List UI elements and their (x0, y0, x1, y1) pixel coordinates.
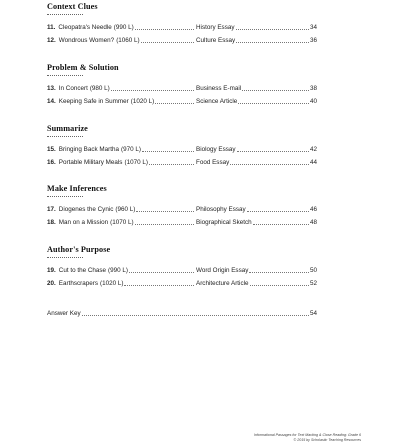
entry-number: 20. (47, 280, 56, 287)
section-authors-purpose (47, 245, 317, 290)
dot-leader (135, 216, 194, 225)
entry-lexile: (1070 L) (124, 159, 148, 166)
entry-genre: Biographical Sketch (196, 219, 252, 226)
section-heading: Context Clues (47, 2, 98, 11)
entry-number: 11. (47, 24, 56, 31)
entry-title: Cut to the Chase (58, 267, 107, 274)
entry-number: 19. (47, 267, 56, 274)
entry-lexile: (980 L) (89, 85, 110, 92)
entry-title: Diogenes the Cynic (58, 206, 114, 213)
entry-page: 34 (309, 24, 317, 31)
toc-entry[interactable] (47, 82, 317, 95)
answer-key-page: 54 (309, 310, 317, 317)
entry-page: 40 (309, 98, 317, 105)
dot-leader (236, 21, 309, 30)
entry-page: 46 (309, 206, 317, 213)
dot-leader (242, 82, 309, 91)
entry-lexile: (1070 L) (110, 219, 134, 226)
entry-title: In Concert (58, 85, 88, 92)
toc-entry[interactable] (47, 143, 317, 156)
footer-copyright: © 2015 by Scholastic Teaching Resources (293, 438, 361, 442)
dot-leader (124, 277, 194, 286)
dot-leader (250, 277, 309, 286)
entry-number: 13. (47, 85, 56, 92)
dot-leader (253, 216, 309, 225)
toc-entry[interactable] (47, 264, 317, 277)
dot-leader (141, 34, 194, 43)
entry-page: 50 (309, 267, 317, 274)
dot-leader (237, 143, 309, 152)
entry-lexile: (990 L) (108, 267, 128, 274)
entry-lexile: (1020 L) (130, 98, 155, 105)
entry-genre: History Essay (196, 24, 235, 31)
entry-page: 38 (309, 85, 317, 92)
dot-leader (82, 308, 309, 316)
dot-leader (142, 143, 194, 152)
entry-title: Keeping Safe in Summer (58, 98, 129, 105)
entry-title: Cleopatra's Needle (58, 24, 112, 31)
entry-number: 14. (47, 98, 56, 105)
entry-genre: Culture Essay (196, 37, 236, 44)
toc-entry[interactable] (47, 203, 317, 216)
toc-entry[interactable] (47, 156, 317, 169)
footer-title: Informational Passages for Text Marking & Close Reading: Grade 6 (253, 433, 361, 437)
entry-lexile: (960 L) (115, 206, 136, 213)
dot-leader (155, 95, 194, 104)
entry-genre: Science Article (196, 98, 238, 105)
dot-leader (249, 264, 309, 273)
entry-title: Bringing Back Martha (58, 146, 119, 153)
entry-genre: Philosophy Essay (196, 206, 246, 213)
answer-key-entry[interactable] (47, 308, 317, 320)
dot-leader (238, 95, 309, 104)
entry-number: 17. (47, 206, 56, 213)
entry-number: 18. (47, 219, 56, 226)
entry-lexile: (1020 L) (99, 280, 124, 287)
entry-genre: Architecture Article (196, 280, 249, 287)
section-problem-solution (47, 63, 317, 108)
entry-genre: Food Essay (196, 159, 230, 166)
entry-title: Portable Military Meals (58, 159, 123, 166)
dot-leader (247, 203, 309, 212)
dot-leader (135, 21, 194, 30)
entry-lexile: (970 L) (120, 146, 141, 153)
dot-leader (149, 156, 194, 165)
dot-leader (129, 264, 194, 273)
entry-title: Man on a Mission (58, 219, 109, 226)
entry-page: 44 (309, 159, 317, 166)
toc-entry[interactable] (47, 21, 317, 34)
toc-entry[interactable] (47, 277, 317, 290)
section-heading: Author's Purpose (47, 245, 111, 254)
entry-genre: Business E-mail (196, 85, 242, 92)
entry-title: Wondrous Women? (58, 37, 115, 44)
toc-entry[interactable] (47, 216, 317, 229)
dot-leader (230, 156, 309, 165)
section-summarize (47, 124, 317, 169)
section-context-clues (47, 2, 317, 47)
entry-page: 42 (309, 146, 317, 153)
toc-entry[interactable] (47, 95, 317, 108)
entry-page: 52 (309, 280, 317, 287)
entry-lexile: (990 L) (113, 24, 134, 31)
answer-key-label: Answer Key (47, 310, 81, 317)
entry-number: 12. (47, 37, 56, 44)
page-footer (254, 433, 361, 443)
entry-genre: Word Origin Essay (196, 267, 249, 274)
dot-leader (111, 82, 194, 91)
entry-number: 16. (47, 159, 56, 166)
entry-lexile: (1060 L) (116, 37, 140, 44)
section-heading: Summarize (47, 124, 88, 133)
entry-genre: Biology Essay (196, 146, 236, 153)
section-heading: Problem & Solution (47, 63, 119, 72)
entry-title: Earthscrapers (58, 280, 98, 287)
entry-number: 15. (47, 146, 56, 153)
dot-leader (136, 203, 194, 212)
section-make-inferences (47, 184, 317, 229)
toc-entry[interactable] (47, 34, 317, 47)
entry-page: 48 (309, 219, 317, 226)
entry-page: 36 (309, 37, 317, 44)
section-heading: Make Inferences (47, 184, 107, 193)
dot-leader (236, 34, 309, 43)
